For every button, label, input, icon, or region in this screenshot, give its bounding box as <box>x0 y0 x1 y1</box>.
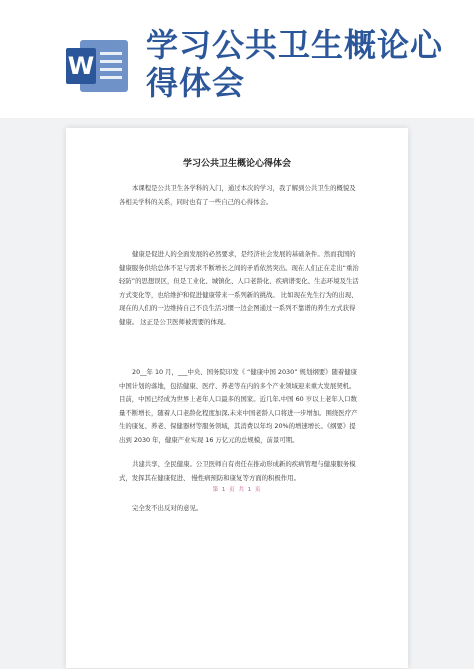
paragraph-3: 20__年 10 月，___中央、国务院印发《 “健康中国 2030” 规划纲要》随着健康中国计划的落地，包括健康、医疗、养老等在内的多个产业领域迎来重大发展契机。 目前，中国已经成为世界上老年人口最多的国家。近几年,中国 60 岁以上老年人口数量不断增长，随着人口老龄化程度加深,未来中国老龄人口将进一步增加。围绕医疗产生的康复、养老、保健器材等服务领域，其消费以年均 20%的增速增长。《纲要》提出到 2030 年，健康产业实现 16 万亿元的总规模，前景可期。 <box>119 368 358 444</box>
document-title: 学习公共卫生概论心得体会 <box>182 159 291 169</box>
banner <box>0 0 474 118</box>
banner-title: 学习公共卫生概论心得体会 <box>146 26 444 102</box>
paragraph-5: 完全发不出反对的意见。 <box>132 504 203 512</box>
document-page <box>66 128 408 668</box>
page-number: 第 1 页 共 1 页 <box>212 487 262 493</box>
paragraph-4: 共建共享、全民健康。公卫医师自有责任在推动形成新的疾病管理与健康服务模式，发挥其在健康促进、 慢性病预防和康复等方面的积极作用。 <box>119 460 356 482</box>
word-icon <box>66 40 128 92</box>
paragraph-2: 健康是促进人的全面发展的必然要求，是经济社会发展的基础条件。然而我国的健康服务供给总体不足与需求不断增长之间的矛盾依然突出。现在人们正在走出“重治轻防”的思想误区，但是工业化、城镇化、人口老龄化、疾病谱变化、生态环境及生活方式变化等，也给维护和促进健康带来一系列新的挑战。 比如现在先生行为的出现、现在的人们的一边维持自己不良生活习惯一边企图通过一系列不靠谱的养生方式获得健康。 这正是公卫医师被需要的体现。 <box>119 250 359 326</box>
word-icon-letter: W <box>66 48 96 84</box>
paragraph-1: 本课程是公共卫生各学科的入门，通过本次的学习，我了解到公共卫生的概貌及各相关学科的关系，同时也有了一些自己的心得体会。 <box>119 184 356 206</box>
